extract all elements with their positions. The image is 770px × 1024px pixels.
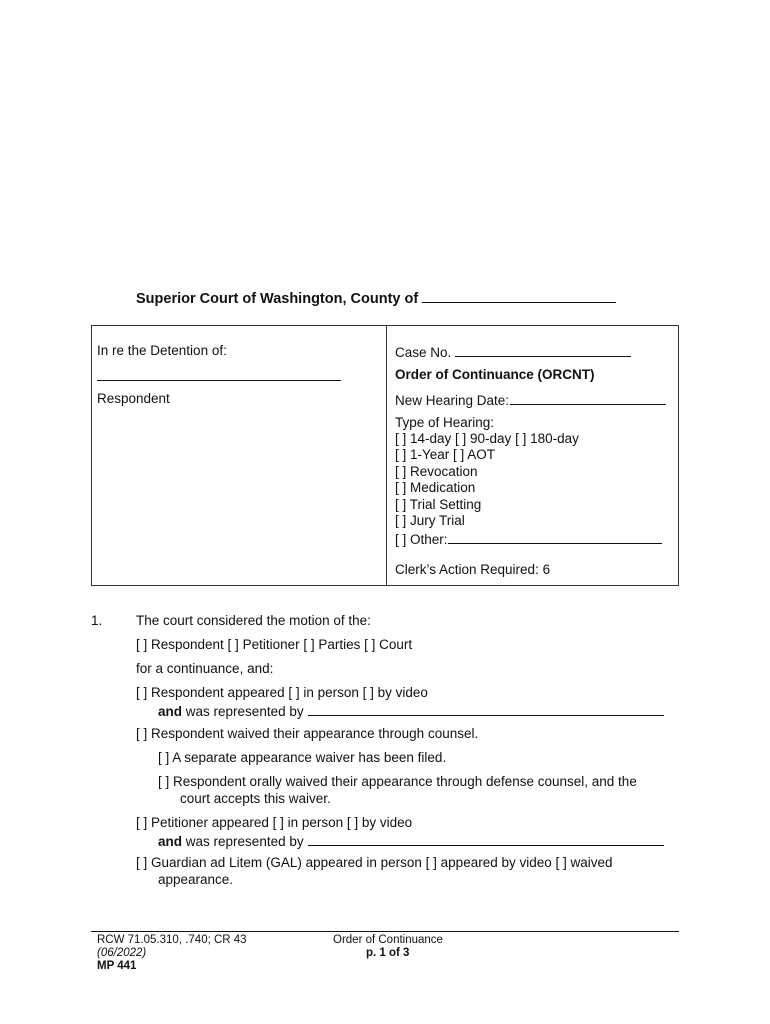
case-number [395,343,631,360]
respondent-label: Respondent [97,391,170,406]
in-re-label: In re the Detention of: [97,343,227,358]
footer-rcw: RCW 71.05.310, .740; CR 43 [97,934,247,946]
new-hearing-date [395,391,666,408]
county-blank[interactable] [422,288,616,303]
case-number-blank[interactable] [455,343,631,357]
new-hearing-date-blank[interactable] [510,391,666,405]
hearing-type-option[interactable]: [ ] 1-Year [ ] AOT [395,447,496,462]
respondent-waived[interactable]: [ ] Respondent waived their appearance through counsel. [136,726,479,741]
respondent-counsel-blank[interactable] [308,702,664,716]
petitioner-represented [158,832,664,849]
section-number: 1. [91,613,103,628]
footer-rule [91,931,679,932]
clerks-action: Clerk’s Action Required: 6 [395,562,551,577]
and-word: and [158,704,183,719]
footer-date: (06/2022) [97,947,147,959]
orally-waived-cont: court accepts this waiver. [180,791,331,806]
new-hearing-date-label: New Hearing Date: [395,393,510,408]
respondent-represented [158,702,664,719]
other-label: [ ] Other: [395,532,448,547]
case-number-label: Case No. [395,345,452,360]
continuance-text: for a continuance, and: [136,661,274,676]
hearing-type-option[interactable]: [ ] Revocation [395,464,478,479]
gal-appeared[interactable]: [ ] Guardian ad Litem (GAL) appeared in person [ ] appeared by video [ ] waived [136,855,613,870]
court-title [136,288,616,307]
hearing-type-option[interactable]: [ ] Trial Setting [395,497,482,512]
footer-page: p. 1 of 3 [366,947,410,959]
court-title-text: Superior Court of Washington, County of [136,291,419,307]
hearing-type-option[interactable]: [ ] 14-day [ ] 90-day [ ] 180-day [395,431,579,446]
hearing-type-option[interactable]: [ ] Jury Trial [395,513,465,528]
waiver-filed[interactable]: [ ] A separate appearance waiver has been filed. [158,750,447,765]
represented-label: was represented by [185,834,304,849]
and-word: and [158,834,183,849]
hearing-type-option[interactable]: [ ] Medication [395,480,476,495]
orally-waived[interactable]: [ ] Respondent orally waived their appearance through defense counsel, and the [158,774,637,789]
respondent-appeared[interactable]: [ ] Respondent appeared [ ] in person [ ] by video [136,685,428,700]
petitioner-counsel-blank[interactable] [308,832,664,846]
movant-options[interactable]: [ ] Respondent [ ] Petitioner [ ] Parties [ ] Court [136,637,413,652]
respondent-name-blank[interactable] [97,380,341,381]
petitioner-appeared[interactable]: [ ] Petitioner appeared [ ] in person [ ] by video [136,815,413,830]
hearing-type-other[interactable] [395,530,662,547]
footer-form-number: MP 441 [97,960,137,972]
motion-intro: The court considered the motion of the: [136,613,371,628]
order-title: Order of Continuance (ORCNT) [395,367,595,382]
other-blank[interactable] [448,530,662,544]
represented-label: was represented by [185,704,304,719]
caption-divider [386,326,387,585]
type-of-hearing-label: Type of Hearing: [395,415,495,430]
gal-appeared-cont: appearance. [158,872,234,887]
footer-title: Order of Continuance [333,934,443,946]
